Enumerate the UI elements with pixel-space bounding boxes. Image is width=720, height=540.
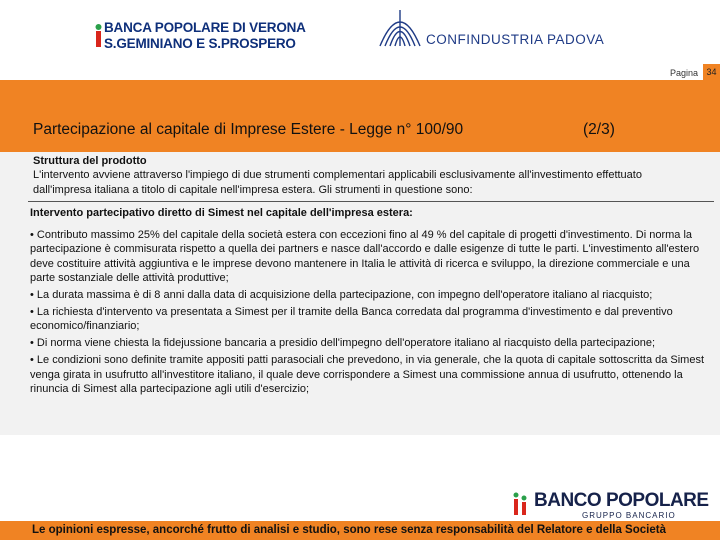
subsection-title: Intervento partecipativo diretto di Simest nel capitale dell'impresa estera: [30,207,413,219]
bullet-item: • La richiesta d'intervento va presentata a Simest per il tramite della Banca corredata dal programma d'investimento e dal preventivo economico/finanziario; [30,306,673,333]
confindustria-padova-logo [376,4,606,48]
bpv-logo-line2: S.GEMINIANO E S.PROSPERO [104,36,296,51]
section-intro: L'intervento avviene attraverso l'impiego di due strumenti complementari applicabili esclusivamente all'investimento effettuato dall'impresa italiana a titolo di capitale nell'impresa estera. Gli strumenti in questione sono: [33,169,642,196]
page-number: 34 [703,64,720,80]
banco-popolare-name: BANCO POPOLARE [534,490,709,511]
bullet-item: • Contributo massimo 25% del capitale della società estera con eccezioni fino al 49 % del capitale di progetti d'investimento. Di norma la partecipazione è commisurata rispetto a quella dei partners e nasce dall'accordo e dalle esigenze di tutte le parti. L'investimento all'estero deve costituire attività aggiuntiva e le imprese devono mantenere in Italia le attività di ricerca e sviluppo, la direzione commerciale e una parte sostanziale delle attività produttive; [30,229,700,285]
bpv-mark-icon [94,23,103,49]
divider [28,201,714,202]
confindustria-logo-text: CONFINDUSTRIA PADOVA [426,32,605,47]
bullet-item: • Le condizioni sono definite tramite appositi patti parasociali che prevedono, in via generale, che la quota di capitale sottoscritta da Simest venga girata in usufrutto all'investitore italiano, il quale deve corrispondere a Simest una commissione annua di usufrutto, ottenendo la rinuncia di Simest alla partecipazione agli utili d'esercizio; [30,354,705,396]
bpv-logo-line1: BANCA POPOLARE DI VERONA [104,20,306,35]
bullet-item: • La durata massima è di 8 anni dalla data di acquisizione della partecipazione, con impegno dell'operatore italiano al riacquisto; [30,289,653,302]
banco-popolare-mark-icon [512,492,532,516]
confindustria-emblem-icon [376,4,424,48]
bullet-list [30,228,710,399]
slide-part-indicator: (2/3) [583,121,615,138]
slide-title: Partecipazione al capitale di Imprese Estere - Legge n° 100/90 [33,121,464,138]
title-band [0,80,720,152]
section-title: Struttura del prodotto [33,155,147,167]
bullet-item: • Di norma viene chiesta la fidejussione bancaria a presidio dell'impegno dell'operatore italiano al riacquisto della partecipazione; [30,337,656,350]
banco-popolare-group: GRUPPO BANCARIO [582,511,676,520]
banca-popolare-verona-logo [82,3,306,55]
page-label: Pagina [670,68,699,78]
banco-popolare-logo [512,490,709,520]
footer-disclaimer: Le opinioni espresse, ancorché frutto di analisi e studio, sono rese senza responsabilità del Relatore e della Società [32,524,666,536]
